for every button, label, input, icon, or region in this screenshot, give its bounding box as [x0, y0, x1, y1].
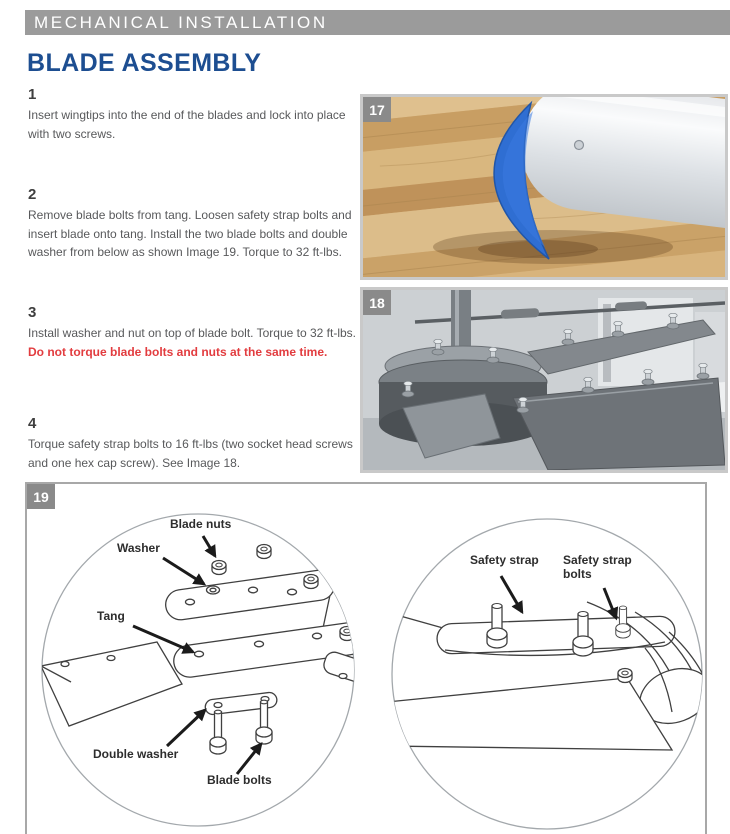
figure-19 [25, 482, 707, 834]
hub-photo-illustration [363, 290, 725, 470]
step-4 [28, 415, 362, 472]
figure-17-badge: 17 [363, 97, 391, 122]
wingtip-photo-illustration [363, 97, 725, 277]
section-banner [25, 10, 730, 35]
step-2-text: Remove blade bolts from tang. Loosen safety strap bolts and insert blade onto tang. Install the two blade bolts and double washer from below as shown Image 19. Torque to 32 ft-lbs. [28, 208, 352, 260]
step-3-warning: Do not torque blade bolts and nuts at the same time. [28, 344, 328, 359]
label-blade-bolts: Blade bolts [207, 773, 272, 787]
step-1-number: 1 [28, 86, 37, 103]
step-2-number: 2 [28, 186, 37, 203]
banner-title: MECHANICAL INSTALLATION [34, 12, 328, 32]
page-title: BLADE ASSEMBLY [27, 49, 262, 77]
step-4-number: 4 [28, 415, 37, 432]
step-4-text: Torque safety strap bolts to 16 ft-lbs (two socket head screws and one hex cap screw). See Image 18. [28, 437, 353, 470]
figure-18-badge: 18 [363, 290, 391, 315]
label-blade-nuts: Blade nuts [170, 517, 232, 531]
label-washer: Washer [117, 541, 160, 555]
step-3-number: 3 [28, 304, 37, 321]
step-1 [28, 86, 362, 143]
label-safety-strap-bolts: Safety strap bolts [563, 553, 632, 581]
step-2 [28, 186, 362, 262]
label-double-washer: Double washer [93, 747, 179, 761]
step-3-text: Install washer and nut on top of blade bolt. Torque to 32 ft-lbs. [28, 326, 356, 340]
figure-19-badge: 19 [27, 484, 55, 509]
figure-17 [360, 94, 728, 280]
figure-18 [360, 287, 728, 473]
step-1-text: Insert wingtips into the end of the blades and lock into place with two screws. [28, 108, 346, 141]
step-3 [28, 304, 362, 361]
label-tang: Tang [97, 609, 125, 623]
blade-diagram-illustration [27, 484, 705, 834]
label-safety-strap: Safety strap [470, 553, 539, 567]
